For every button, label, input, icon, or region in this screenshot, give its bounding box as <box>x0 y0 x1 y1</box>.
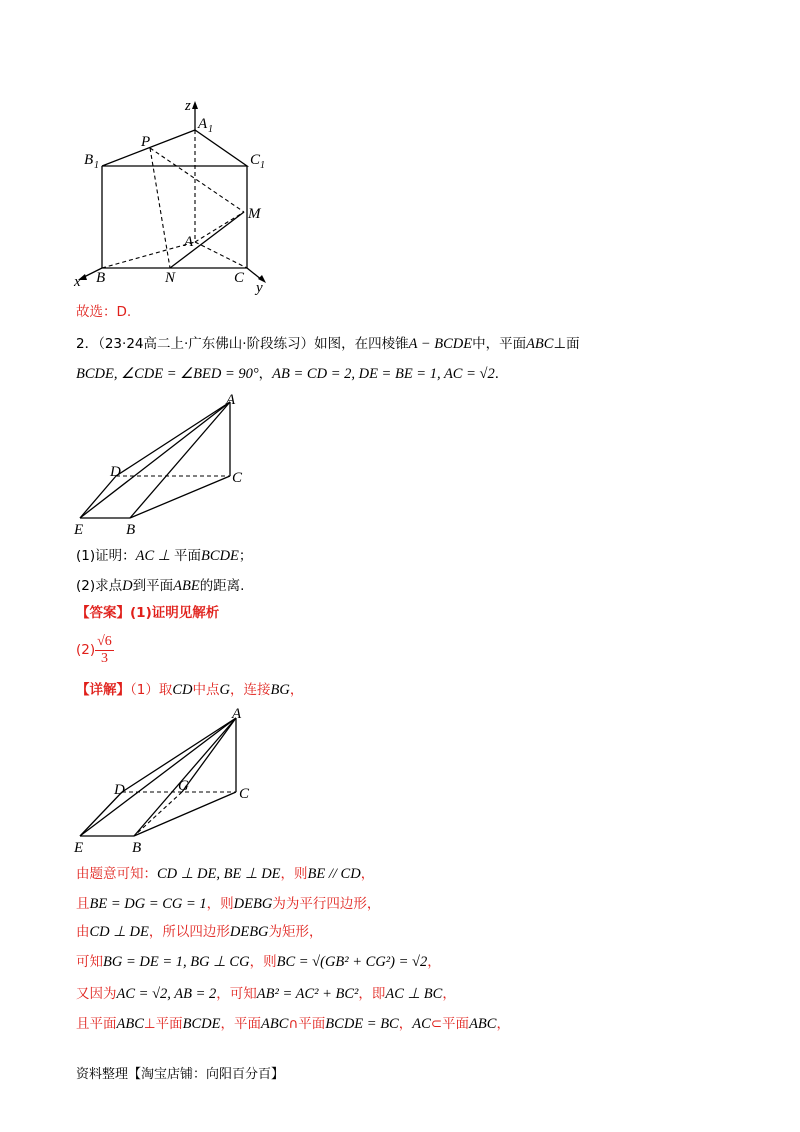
step-1 <box>76 864 374 884</box>
perp-symbol: ⊥ <box>553 336 567 352</box>
step-math: DEBG <box>229 924 269 940</box>
detail-text: 中点 <box>192 682 220 698</box>
q2-point: D <box>122 578 133 594</box>
step-text: 为矩形， <box>268 924 323 940</box>
answer-2 <box>76 630 114 670</box>
label-b: B <box>126 522 136 538</box>
step-math: AC <box>412 1016 431 1032</box>
label-b: B <box>132 840 142 856</box>
question-2 <box>76 576 244 596</box>
q1-plane: BCDE <box>201 548 239 564</box>
step-text: 为为平行四边形， <box>272 896 381 912</box>
figure-pyramid-with-g <box>70 704 270 856</box>
detail-end: ， <box>289 682 304 698</box>
problem-source: （23·24高二上·广东佛山·阶段练习） <box>98 336 315 352</box>
problem-2-line-2 <box>76 364 508 384</box>
step-text: ，所以四边形 <box>148 924 230 940</box>
step-text: ，即 <box>358 986 386 1002</box>
label-m: M <box>248 206 261 222</box>
separator: ， <box>258 366 273 382</box>
page-footer: 资料整理【淘宝店铺：向阳百分百】 <box>76 1067 285 1082</box>
label-a1: A <box>198 116 208 132</box>
label-c: C <box>234 270 245 286</box>
label-e: E <box>74 840 84 856</box>
figure-prism <box>70 96 290 296</box>
detail-line <box>76 680 303 700</box>
step-math: BCDE <box>182 1016 221 1032</box>
problem-number: 2． <box>76 336 99 352</box>
answer-1 <box>76 603 219 623</box>
label-a: A <box>184 234 194 250</box>
label-x: x <box>74 274 81 290</box>
fraction-numerator: √6 <box>97 633 112 649</box>
label-e: E <box>74 522 84 538</box>
step-4 <box>76 952 441 972</box>
point-g: G <box>219 682 230 698</box>
detail-text: （1）取 <box>130 682 173 698</box>
step-math: CD ⊥ DE <box>89 924 149 940</box>
detail-text: ，连接 <box>229 682 271 698</box>
q2-plane: ABE <box>173 578 200 594</box>
step-text: ， <box>427 954 441 970</box>
step-text: ，可知 <box>216 986 257 1002</box>
step-text: ，则 <box>249 954 277 970</box>
step-5 <box>76 984 456 1004</box>
problem-text: 如图，在四棱锥 <box>314 336 409 352</box>
q2-end: 的距离. <box>199 578 245 594</box>
step-math: ABC <box>116 1016 144 1032</box>
step-text: ， <box>360 866 375 882</box>
step-math: BE // CD <box>307 866 361 882</box>
period: ． <box>494 366 509 382</box>
answer-2-prefix: (2) <box>76 642 96 658</box>
step-math: ABC <box>469 1016 497 1032</box>
q2-prefix: (2)求点 <box>76 578 123 594</box>
label-a: A <box>226 392 236 408</box>
q1-prefix: (1)证明： <box>76 548 136 564</box>
label-p: P <box>141 134 151 150</box>
step-text: ， <box>398 1016 413 1032</box>
step-text: 由题意可知： <box>76 866 157 882</box>
plane-abc: ABC <box>526 336 554 352</box>
label-a1-sub: 1 <box>208 124 213 135</box>
step-text: ， <box>442 986 456 1002</box>
step-text: ， <box>496 1016 510 1032</box>
step-2 <box>76 894 380 914</box>
label-c1-sub: 1 <box>260 160 265 171</box>
label-n: N <box>165 270 176 286</box>
label-d: D <box>114 782 125 798</box>
step-text: ⊂平面 <box>430 1016 470 1032</box>
step-math: AB² = AC² + BC² <box>256 986 359 1002</box>
label-c: C <box>239 786 250 802</box>
step-text: 又因为 <box>76 986 117 1002</box>
q2-mid: 到平面 <box>132 578 174 594</box>
label-c: C <box>232 470 243 486</box>
step-math: BG = DE = 1, BG ⊥ CG <box>103 954 250 970</box>
step-math: DEBG <box>233 896 273 912</box>
q1-plane-word: 平面 <box>174 548 202 564</box>
step-text: ，则 <box>280 866 308 882</box>
figure-pyramid <box>70 390 260 540</box>
answer-2-fraction <box>95 634 114 667</box>
step-math: BC = √(GB² + CG²) = √2 <box>276 954 428 970</box>
problem-text: 中，平面 <box>472 336 527 352</box>
label-c1: C <box>250 152 261 168</box>
question-1 <box>76 546 252 566</box>
condition-lengths: AB = CD = 2, DE = BE = 1, AC = √2 <box>272 366 495 382</box>
problem-2-line-1 <box>76 334 580 354</box>
previous-answer: 故选：D. <box>76 304 132 320</box>
step-3 <box>76 922 323 942</box>
problem-text: 面 <box>566 336 580 352</box>
step-text: 且平面 <box>76 1016 117 1032</box>
detail-tag: 【详解】 <box>76 682 130 698</box>
step-text: ⊥平面 <box>143 1016 183 1032</box>
segment-cd: CD <box>172 682 193 698</box>
label-a: A <box>232 706 242 722</box>
step-text: 由 <box>76 924 90 940</box>
step-text: 可知 <box>76 954 103 970</box>
step-text: ，平面 <box>220 1016 262 1032</box>
fraction-denominator: 3 <box>100 650 108 666</box>
step-math: BCDE = BC <box>325 1016 399 1032</box>
step-math: ABC <box>261 1016 289 1032</box>
step-6 <box>76 1014 510 1034</box>
step-text: ∩平面 <box>288 1016 326 1032</box>
step-math: AC = √2, AB = 2 <box>116 986 217 1002</box>
step-math: AC ⊥ BC <box>385 986 443 1002</box>
segment-bg: BG <box>270 682 290 698</box>
answer-tag: 【答案】 <box>76 605 130 621</box>
label-z: z <box>185 98 191 114</box>
pyramid-name: A − BCDE <box>408 336 473 352</box>
step-math: BE = DG = CG = 1 <box>89 896 207 912</box>
step-math: CD ⊥ DE, BE ⊥ DE <box>157 866 281 882</box>
step-text: ，则 <box>206 896 234 912</box>
label-b: B <box>96 270 106 286</box>
label-b1: B <box>84 152 94 168</box>
label-b1-sub: 1 <box>94 160 99 171</box>
step-text: 且 <box>76 896 90 912</box>
q1-math: AC ⊥ <box>135 548 175 564</box>
label-y: y <box>256 280 263 296</box>
answer-1-text: (1)证明见解析 <box>130 605 220 621</box>
q1-end: ； <box>238 548 253 564</box>
condition-angles: BCDE, ∠CDE = ∠BED = 90° <box>76 366 259 382</box>
label-g: G <box>178 778 189 794</box>
label-d: D <box>110 464 121 480</box>
